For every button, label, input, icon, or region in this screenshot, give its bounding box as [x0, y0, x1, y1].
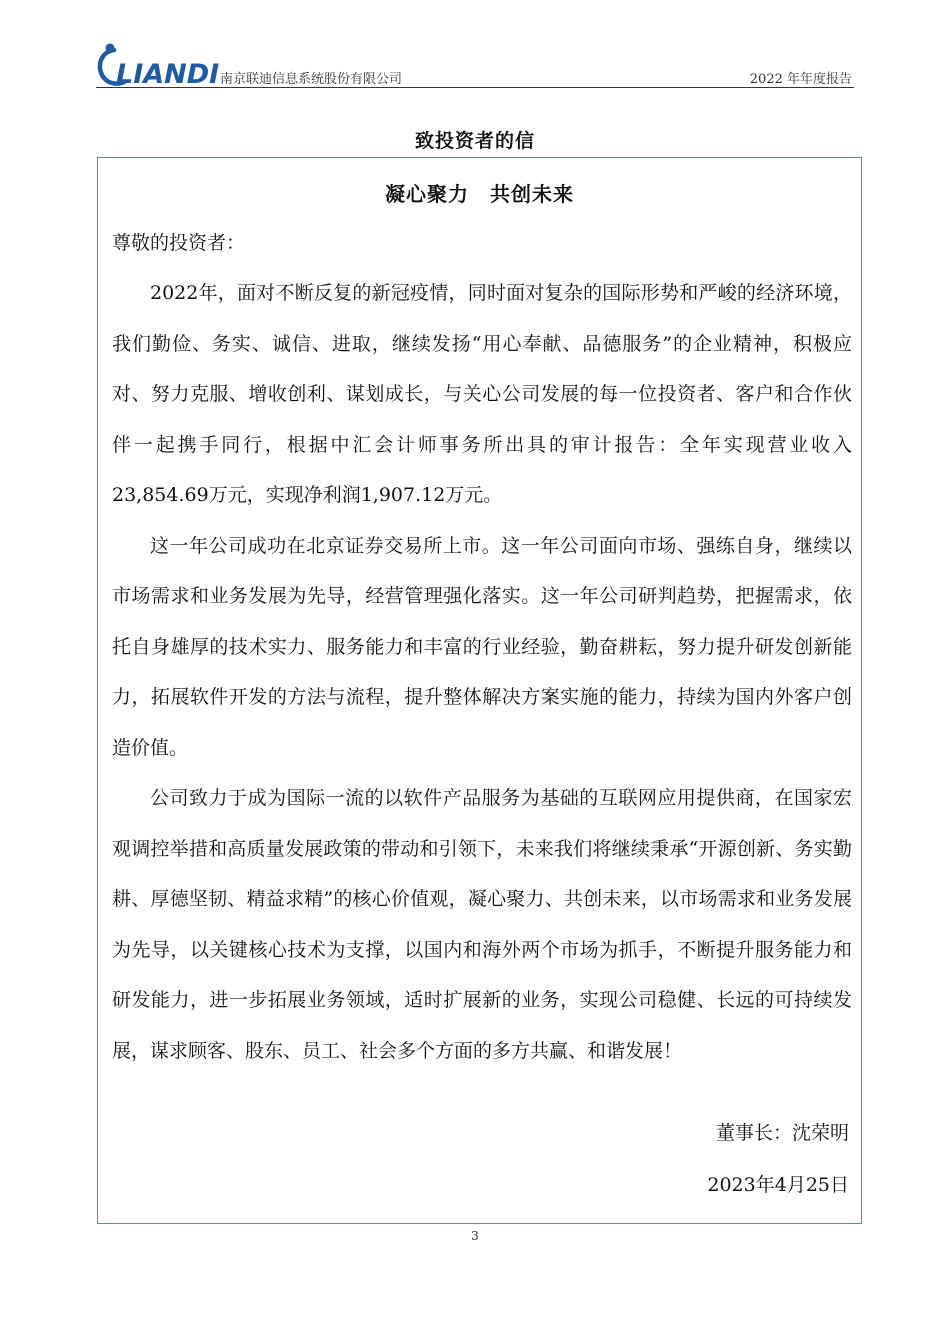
- paragraph: 这一年公司成功在北京证券交易所上市。这一年公司面向市场、强练自身，继续以市场需求和业务发展为先导，经营管理强化落实。这一年公司研判趋势，把握需求，依托自身雄厚的技术实力、服务能力和丰富的行业经验，勤奋耕耘，努力提升研发创新能力，拓展软件开发的方法与流程，提升整体解决方案实施的能力，持续为国内外客户创造价值。: [112, 534, 852, 759]
- header-divider: [96, 87, 854, 88]
- header-company-name: 南京联迪信息系统股份有限公司: [220, 72, 403, 87]
- letter-box: [97, 157, 862, 1224]
- paragraph: 公司致力于成为国际一流的以软件产品服务为基础的互联网应用提供商，在国家宏观调控举措和高质量发展政策的带动和引领下，未来我们将继续秉承“开源创新、务实勤耕、厚德坚韧、精益求精”的核心价值观，凝心聚力、共创未来，以市场需求和业务发展为先导，以关键核心技术为支撑，以国内和海外两个市场为抓手，不断提升服务能力和研发能力，进一步拓展业务领域，适时扩展新的业务，实现公司稳健、长远的可持续发展，谋求顾客、股东、员工、社会多个方面的多方共赢、和谐发展！: [112, 787, 852, 1062]
- salutation: 尊敬的投资者：: [112, 232, 246, 254]
- svg-text:LIANDI: LIANDI: [116, 59, 220, 90]
- page-number: 3: [471, 1229, 479, 1243]
- liandi-logo: [96, 40, 222, 90]
- letter-body: [112, 268, 852, 1076]
- header-report-title: 2022 年年度报告: [749, 72, 852, 87]
- signature: 董事长：沈荣明: [715, 1122, 849, 1144]
- page-header: [96, 40, 854, 90]
- letter-title: 致投资者的信: [414, 130, 535, 152]
- letter-date: 2023年4月25日: [707, 1174, 849, 1196]
- letter-subtitle: 凝心聚力 共创未来: [385, 182, 574, 206]
- paragraph: 2022年，面对不断反复的新冠疫情，同时面对复杂的国际形势和严峻的经济环境，我们勤俭、务实、诚信、进取，继续发扬“用心奉献、品德服务”的企业精神，积极应对、努力克服、增收创利、谋划成长，与关心公司发展的每一位投资者、客户和合作伙伴一起携手同行，根据中汇会计师事务所出具的审计报告：全年实现营业收入23,854.69万元，实现净利润1,907.12万元。: [112, 282, 852, 506]
